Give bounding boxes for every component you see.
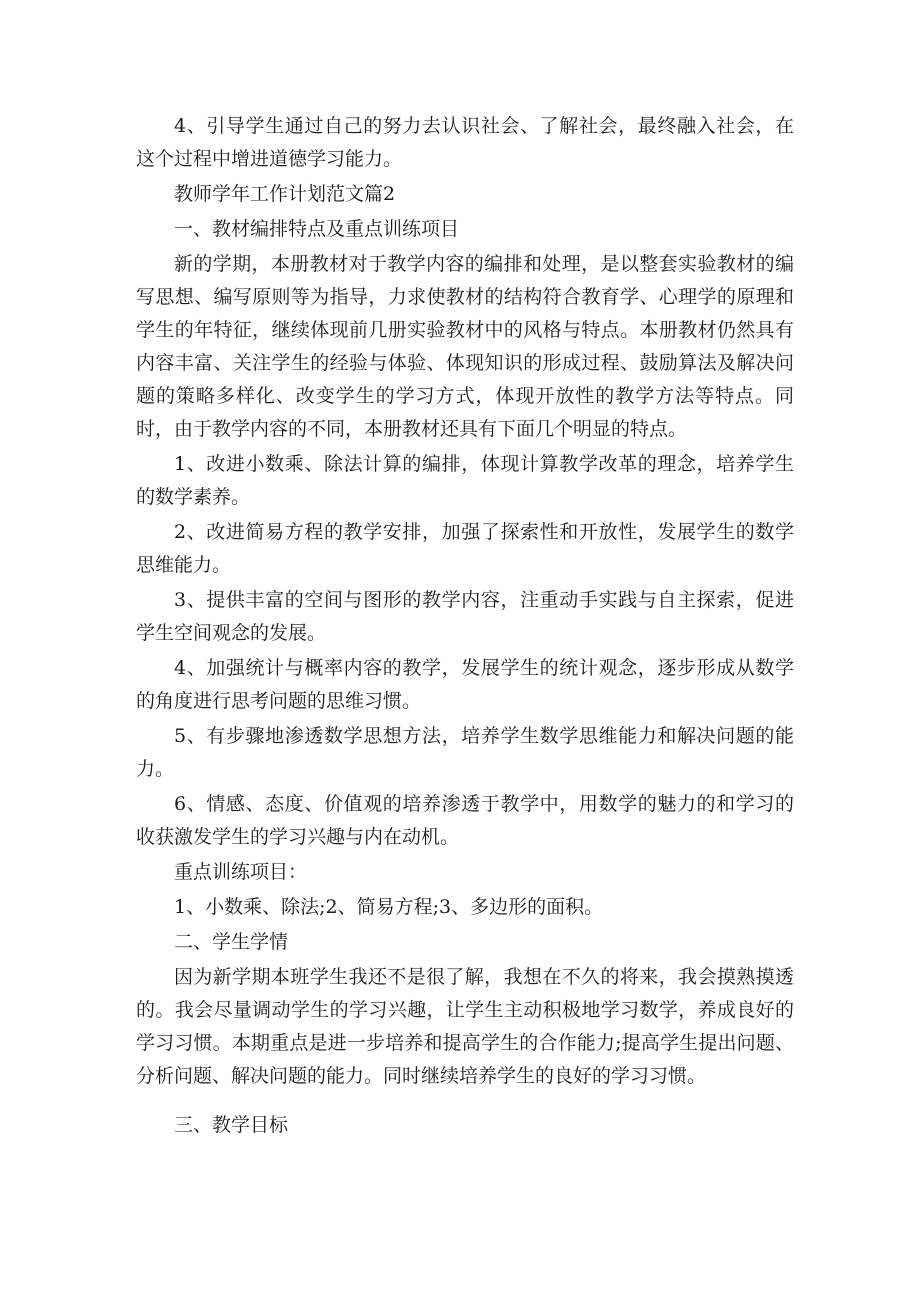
paragraph-feature-3: 3、提供丰富的空间与图形的教学内容，注重动手实践与自主探索，促进学生空间观念的发展。: [136, 589, 794, 644]
paragraph-goal-4: 4、引导学生通过自己的努力去认识社会、了解社会，最终融入社会，在这个过程中增进道德学习能力。: [136, 115, 794, 170]
paragraph-intro: 新的学期，本册教材对于教学内容的编排和处理，是以整套实验教材的编写思想、编写原则等为指导，力求使教材的结构符合教育学、心理学的原理和学生的年特征，继续体现前几册实验教材中的风格与特点。本册教材仍然具有内容丰富、关注学生的经验与体验、体现知识的形成过程、鼓励算法及解决问题的策略多样化、改变学生的学习方式，体现开放性的教学方法等特点。同时，由于教学内容的不同，本册教材还具有下面几个明显的特点。: [136, 253, 794, 440]
paragraph-feature-2: 2、改进简易方程的教学安排，加强了探索性和开放性，发展学生的数学思维能力。: [136, 521, 794, 576]
paragraph-feature-4: 4、加强统计与概率内容的教学，发展学生的统计观念，逐步形成从数学的角度进行思考问题的思维习惯。: [136, 657, 794, 712]
paragraph-gap: [136, 1095, 794, 1109]
document-body: [136, 110, 794, 1144]
paragraph-feature-1: 1、改进小数乘、除法计算的编排，体现计算教学改革的理念，培养学生的数学素养。: [136, 453, 794, 508]
article-title: 教师学年工作计划范文篇2: [174, 183, 396, 205]
paragraph-student-situation: 因为新学期本班学生我还不是很了解，我想在不久的将来，我会摸熟摸透的。我会尽量调动学生的学习兴趣，让学生主动积极地学习数学，养成良好的学习习惯。本期重点是进一步培养和提高学生的合作能力;提高学生提出问题、分析问题、解决问题的能力。同时继续培养学生的良好的学习习惯。: [136, 966, 794, 1087]
section-heading-3: 三、教学目标: [174, 1114, 289, 1136]
section-heading-1: 一、教材编排特点及重点训练项目: [174, 218, 460, 240]
paragraph-feature-6: 6、情感、态度、价值观的培养渗透于教学中，用数学的魅力的和学习的收获激发学生的学习兴趣与内在动机。: [136, 793, 794, 848]
section-heading-2: 二、学生学情: [174, 931, 289, 953]
key-training-items: 1、小数乘、除法;2、简易方程;3、多边形的面积。: [174, 896, 604, 918]
paragraph-feature-5: 5、有步骤地渗透数学思想方法，培养学生数学思维能力和解决问题的能力。: [136, 725, 794, 780]
key-training-heading: 重点训练项目：: [174, 861, 308, 883]
